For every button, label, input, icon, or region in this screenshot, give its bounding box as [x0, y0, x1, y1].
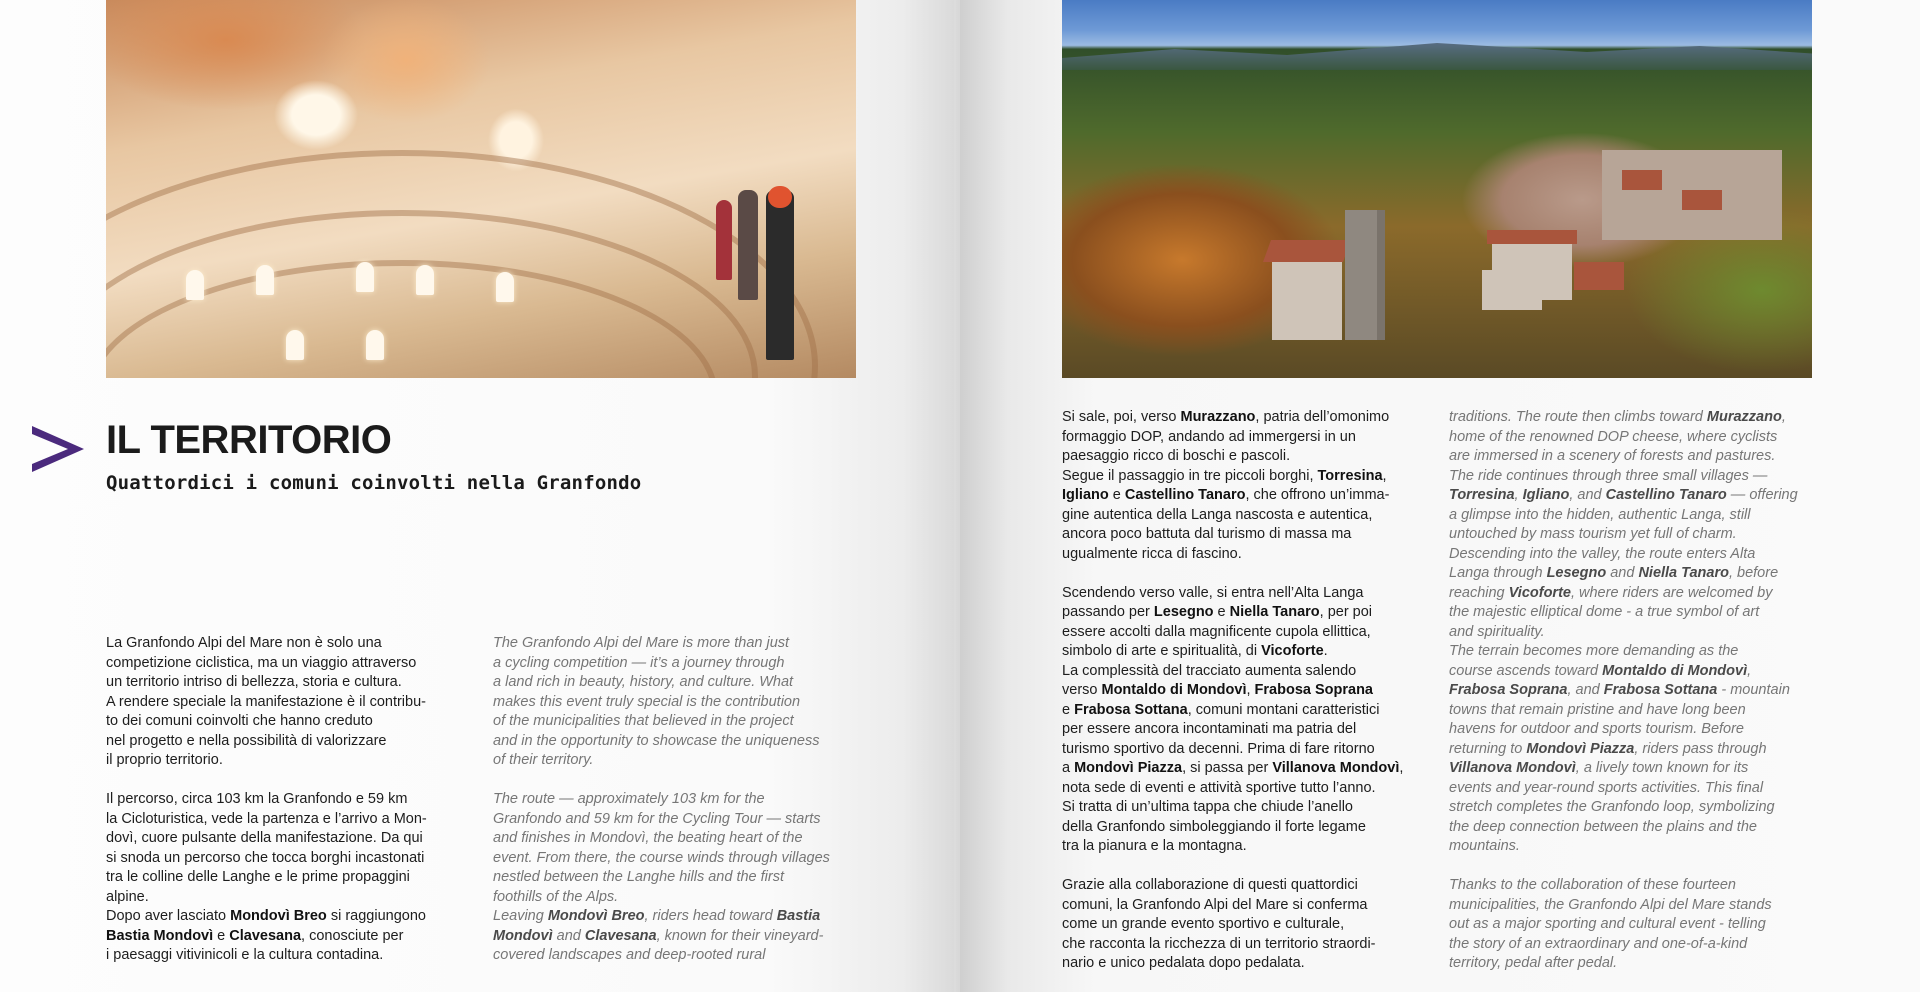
text-line: a glimpse into the hidden, authentic Langa, still: [1449, 506, 1751, 523]
text-line: A rendere speciale la manifestazione è il contribu-: [106, 693, 426, 710]
text-line: Bastia Mondovì e Clavesana, conosciute per: [106, 927, 404, 944]
text-line: che racconta la ricchezza di un territorio straordi-: [1062, 935, 1376, 952]
text-line: towns that remain pristine and have long been: [1449, 701, 1746, 718]
text-line: stretch completes the Granfondo loop, symbolizing: [1449, 799, 1775, 815]
text-line: The route — approximately 103 km for the: [493, 791, 765, 807]
text-line: nota sede di eventi e attività sportive tutto l’anno.: [1062, 779, 1376, 796]
english-text-column: [493, 634, 873, 966]
paragraph-gap: [106, 771, 486, 791]
italian-text-column: [1062, 408, 1442, 974]
text-line: La Granfondo Alpi del Mare non è solo una: [106, 635, 382, 651]
text-line: comuni, la Granfondo Alpi del Mare si conferma: [1062, 896, 1368, 913]
text-line: reaching Vicoforte, where riders are welcomed by: [1449, 584, 1773, 601]
text-line: Si sale, poi, verso Murazzano, patria dell’omonimo: [1062, 409, 1390, 425]
text-line: per essere ancora incontaminati ma patria del: [1062, 721, 1357, 737]
text-line: Mondovì and Clavesana, known for their vineyard-: [493, 927, 824, 944]
text-line: The Granfondo Alpi del Mare is more than just: [493, 635, 790, 651]
text-line: traditions. The route then climbs toward Murazzano,: [1449, 409, 1786, 425]
text-line: out as a major sporting and cultural event - telling: [1449, 916, 1766, 932]
text-line: events and year-round sports activities. This final: [1449, 779, 1764, 796]
text-line: nel progetto e nella possibilità di valorizzare: [106, 732, 387, 749]
text-line: nestled between the Langhe hills and the first: [493, 869, 785, 885]
text-line: course ascends toward Montaldo di Mondovì,: [1449, 662, 1752, 679]
text-line: si snoda un percorso che tocca borghi incastonati: [106, 849, 425, 866]
text-line: i paesaggi vitivinicoli e la cultura contadina.: [106, 947, 384, 963]
village-aerial-photo: [1062, 0, 1812, 378]
italian-text-column: [106, 634, 486, 966]
text-line: Granfondo and 59 km for the Cycling Tour — starts: [493, 810, 821, 827]
text-line: The terrain becomes more demanding as the: [1449, 643, 1739, 659]
section-subtitle-it: Quattordici i comuni coinvolti nella Granfondo: [106, 472, 642, 494]
text-line: gine autentica della Langa nascosta e autentica,: [1062, 506, 1373, 523]
text-line: ancora poco battuta dal turismo di massa ma: [1062, 526, 1352, 542]
text-line: makes this event truly special is the contribution: [493, 693, 801, 710]
text-line: Dopo aver lasciato Mondovì Breo si raggiungono: [106, 908, 426, 924]
text-line: paesaggio ricco di boschi e pascoli.: [1062, 448, 1291, 464]
paragraph-gap: [493, 771, 873, 791]
text-line: Si tratta di un’ultima tappa che chiude l’anello: [1062, 799, 1353, 815]
text-line: covered landscapes and deep-rooted rural: [493, 947, 766, 963]
text-line: a land rich in beauty, history, and culture. What: [493, 674, 794, 690]
paragraph-gap: [1062, 564, 1442, 584]
text-line: to dei comuni coinvolti che hanno creduto: [106, 713, 373, 729]
text-line: of the municipalities that believed in the project: [493, 713, 794, 729]
text-line: tra la pianura e la montagna.: [1062, 838, 1247, 854]
text-line: Igliano e Castellino Tanaro, che offrono un’imma-: [1062, 487, 1390, 503]
text-line: nario e unico pedalata dopo pedalata.: [1062, 955, 1305, 971]
right-page: [960, 0, 1920, 992]
text-line: Villanova Mondovì, a lively town known for its: [1449, 760, 1749, 776]
text-line: are immersed in a scenery of forests and pastures.: [1449, 448, 1776, 464]
text-line: a Mondovì Piazza, si passa per Villanova Mondovì,: [1062, 760, 1404, 776]
text-line: Il percorso, circa 103 km la Granfondo e 59 km: [106, 791, 408, 807]
text-line: the majestic elliptical dome - a true symbol of art: [1449, 604, 1760, 620]
paragraph-gap: [1062, 857, 1442, 877]
text-line: ugualmente ricca di fascino.: [1062, 545, 1242, 562]
basilica-interior-photo: [106, 0, 856, 378]
text-line: dovì, cuore pulsante della manifestazione. Da qui: [106, 830, 423, 846]
text-line: Descending into the valley, the route enters Alta: [1449, 545, 1756, 562]
text-line: Frabosa Soprana, and Frabosa Sottana - mountain: [1449, 682, 1790, 698]
text-line: havens for outdoor and sports tourism. Before: [1449, 721, 1744, 737]
section-title-it: IL TERRITORIO: [106, 418, 392, 462]
text-line: event. From there, the course winds through villages: [493, 849, 830, 866]
text-line: and in the opportunity to showcase the uniqueness: [493, 732, 820, 749]
text-line: alpine.: [106, 888, 149, 905]
text-line: the story of an extraordinary and one-of-a-kind: [1449, 935, 1748, 952]
text-line: the deep connection between the plains and the: [1449, 818, 1757, 835]
text-line: formaggio DOP, andando ad immergersi in un: [1062, 428, 1356, 445]
text-line: della Granfondo simboleggiando il forte legame: [1062, 818, 1366, 835]
text-line: tra le colline delle Langhe e le prime propaggini: [106, 869, 410, 885]
text-line: turismo sportivo da decenni. Prima di fare ritorno: [1062, 740, 1375, 757]
text-line: Torresina, Igliano, and Castellino Tanaro — offering: [1449, 487, 1798, 503]
text-line: foothills of the Alps.: [493, 888, 619, 905]
text-line: Thanks to the collaboration of these fourteen: [1449, 877, 1736, 893]
text-line: municipalities, the Granfondo Alpi del Mare stands: [1449, 896, 1772, 913]
text-line: e Frabosa Sottana, comuni montani caratteristici: [1062, 701, 1380, 718]
text-line: of their territory.: [493, 752, 594, 768]
text-line: Scendendo verso valle, si entra nell’Alta Langa: [1062, 584, 1364, 601]
text-line: la Cicloturistica, vede la partenza e l’arrivo a Mon-: [106, 810, 427, 827]
text-line: home of the renowned DOP cheese, where cyclists: [1449, 428, 1778, 445]
text-line: The ride continues through three small villages —: [1449, 467, 1768, 484]
chevron-right-icon: [28, 424, 88, 474]
page-edge: [954, 0, 956, 992]
text-line: and finishes in Mondovì, the beating heart of the: [493, 830, 803, 846]
text-line: competizione ciclistica, ma un viaggio attraverso: [106, 654, 417, 671]
text-line: come un grande evento sportivo e culturale,: [1062, 916, 1345, 932]
paragraph-gap: [1449, 857, 1829, 877]
text-line: a cycling competition — it’s a journey through: [493, 654, 785, 671]
text-line: il proprio territorio.: [106, 752, 223, 768]
text-line: verso Montaldo di Mondovì, Frabosa Soprana: [1062, 682, 1373, 698]
text-line: simbolo di arte e spiritualità, di Vicoforte.: [1062, 643, 1328, 659]
text-line: and spirituality.: [1449, 623, 1545, 640]
text-line: Leaving Mondovì Breo, riders head toward Bastia: [493, 908, 821, 924]
text-line: territory, pedal after pedal.: [1449, 955, 1618, 971]
text-line: un territorio intriso di bellezza, storia e cultura.: [106, 674, 402, 690]
text-line: essere accolti dalla magnificente cupola ellittica,: [1062, 623, 1371, 640]
text-line: Segue il passaggio in tre piccoli borghi, Torresina,: [1062, 467, 1387, 484]
text-line: returning to Mondovì Piazza, riders pass through: [1449, 740, 1767, 757]
text-line: passando per Lesegno e Niella Tanaro, per poi: [1062, 604, 1373, 620]
text-line: Langa through Lesegno and Niella Tanaro, before: [1449, 565, 1779, 581]
text-line: untouched by mass tourism yet full of charm.: [1449, 526, 1737, 542]
english-text-column: [1449, 408, 1829, 974]
text-line: mountains.: [1449, 838, 1520, 854]
text-line: La complessità del tracciato aumenta salendo: [1062, 662, 1357, 679]
text-line: Grazie alla collaborazione di questi quattordici: [1062, 877, 1358, 893]
